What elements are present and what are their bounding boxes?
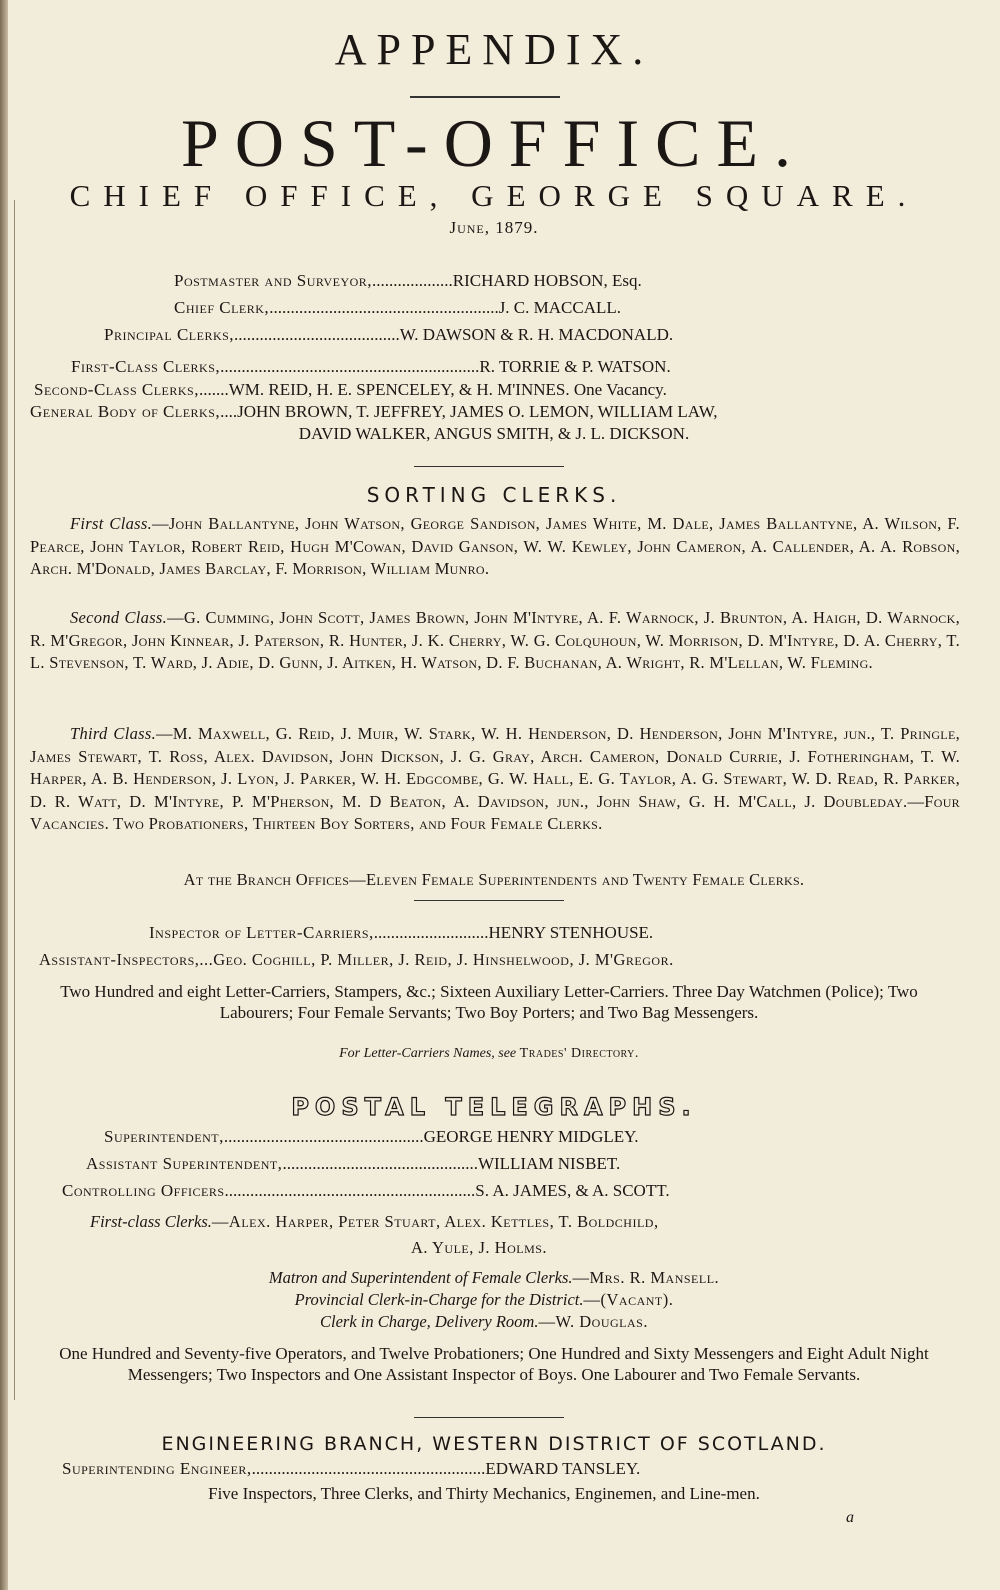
matron-name: —Mrs. R. Mansell. — [572, 1268, 720, 1287]
officer-row — [174, 298, 621, 318]
officer-name: J. C. MACCALL. — [498, 298, 622, 317]
leader-dots: ...................................................... — [269, 298, 499, 317]
telegraph-first-class — [90, 1212, 659, 1232]
telegraph-officer-row — [62, 1181, 670, 1201]
officer-row — [34, 380, 667, 400]
date-line: June, 1879. — [449, 218, 539, 237]
officer-role: First-Class Clerks, — [71, 357, 221, 376]
sorting-second-class — [30, 607, 960, 675]
assistant-inspectors-row: Assistant-Inspectors,...Geo. Coghill, P. Miller, J. Reid, J. Hinshelwood, J. M'Gregor. — [39, 950, 674, 969]
officer-name: JOHN BROWN, T. JEFFREY, JAMES O. LEMON, WILLIAM LAW, — [237, 402, 718, 421]
leader-dots: ........................................................... — [224, 1181, 476, 1200]
officer-row — [71, 357, 671, 377]
officer-role: Principal Clerks, — [104, 325, 235, 344]
engineering-staff: Five Inspectors, Three Clerks, and Thirty Mechanics, Enginemen, and Line-men. — [208, 1484, 760, 1503]
telegraph-staff: One Hundred and Seventy-five Operators, and Twelve Probationers; One Hundred and Sixty Messengers and Eight Adult Night Messengers; Two Inspectors and One Assistant Inspector of Boys. One Labourer and Two Female Servants. — [59, 1344, 929, 1384]
leader-dots: ....... — [198, 380, 229, 399]
leader-dots: .............................................. — [282, 1154, 478, 1173]
officer-name: R. TORRIE & P. WATSON. — [479, 357, 671, 376]
officer-role: Superintendent, — [104, 1127, 224, 1146]
class-names: —G. Cumming, John Scott, James Brown, John M'Intyre, A. F. Warnock, J. Brunton, A. Haigh, D. Warnock, R. M'Gregor, John Kinnear, J. Paterson, R. Hunter, J. K. Cherry, W. G. Colquhoun, W. Morrison, D. M'Intyre, D. A. Cherry, T. L. Stevenson, T. Ward, J. Adie, D. Gunn, J. Aitken, H. Watson, D. F. Buchanan, A. Wright, R. M'Lellan, W. Fleming. — [30, 608, 960, 673]
engineering-heading: ENGINEERING BRANCH, WESTERN DISTRICT OF SCOTLAND. — [161, 1433, 827, 1455]
class-names: —M. Maxwell, G. Reid, J. Muir, W. Stark, W. H. Henderson, D. Henderson, John M'Intyre, jun., T. Pringle, James Stewart, T. Ross, Alex. Davidson, John Dickson, J. G. Gray, Arch. Cameron, Donald Currie, J. Fotheringham, T. W. Harper, A. B. Henderson, J. Lyon, J. Parker, W. H. Edgcombe, G. W. Hall, E. G. Taylor, A. G. Stewart, W. D. Read, R. Parker, D. R. Watt, D. M'Intyre, P. M'Pherson, M. D Beaton, A. Davidson, jun., John Shaw, G. H. M'Call, J. Doubleday.—Four Vacancies. Two Probationers, Thirteen Boy Sorters, and Four Female Clerks. — [30, 724, 960, 834]
officer-name: WM. REID, H. E. SPENCELEY, & H. M'INNES. One Vacancy. — [228, 380, 667, 399]
section-rule — [414, 1417, 564, 1418]
officer-name: W. DAWSON & R. H. MACDONALD. — [399, 325, 674, 344]
leader-dots: ....................................................... — [251, 1459, 486, 1478]
officer-row — [30, 402, 717, 422]
leader-dots: ........................... — [373, 923, 489, 942]
section-rule — [414, 900, 564, 901]
provincial-name: —(Vacant). — [583, 1290, 674, 1309]
letter-carriers-note — [24, 1046, 954, 1062]
class-names: —Alex. Harper, Peter Stuart, Alex. Kettles, T. Boldchild, — [211, 1212, 659, 1231]
officer-role: Inspector of Letter-Carriers, — [149, 923, 374, 942]
officer-role: Controlling Officers — [62, 1181, 225, 1200]
telegraph-officer-row — [104, 1127, 638, 1147]
letter-carriers-staff: Two Hundred and eight Letter-Carriers, Stampers, &c.; Sixteen Auxiliary Letter-Carriers. Three Day Watchmen (Police); Two Labourers; Four Female Servants; Two Boy Porters; and Two Bag Messengers. — [60, 982, 918, 1022]
note-directory: Trades' Directory. — [519, 1046, 639, 1061]
telegraph-first-class-cont: A. Yule, J. Holms. — [410, 1238, 548, 1257]
page-margin-line — [14, 200, 15, 1400]
leader-dots: ............................................................. — [220, 357, 480, 376]
officer-name: HENRY STENHOUSE. — [488, 923, 654, 942]
sorting-first-class — [30, 513, 960, 581]
page-title: POST-OFFICE. — [181, 105, 807, 181]
appendix-heading: APPENDIX. — [334, 25, 654, 74]
note-italic: For Letter-Carriers Names, see — [339, 1046, 517, 1061]
heading-rule — [410, 96, 560, 98]
document-page — [24, 0, 964, 1590]
postal-telegraphs-heading: POSTAL TELEGRAPHS. — [291, 1093, 697, 1121]
officer-name: S. A. JAMES, & A. SCOTT. — [475, 1181, 670, 1200]
telegraph-officer-row — [86, 1154, 620, 1174]
page-binding-edge — [0, 0, 8, 1590]
officer-name: GEORGE HENRY MIDGLEY. — [423, 1127, 639, 1146]
officer-role: General Body of Clerks, — [30, 402, 221, 421]
delivery-room-line — [24, 1312, 944, 1332]
section-rule — [414, 466, 564, 467]
engineering-officer-row — [62, 1459, 640, 1479]
leader-dots: ............................................... — [223, 1127, 424, 1146]
branch-offices-line: At the Branch Offices—Eleven Female Superintendents and Twenty Female Clerks. — [183, 870, 805, 889]
officer-role: Chief Clerk, — [174, 298, 270, 317]
sorting-third-class — [30, 723, 960, 836]
page-signature-letter: a — [846, 1509, 854, 1526]
officer-role: Second-Class Clerks, — [34, 380, 199, 399]
provincial-line — [24, 1290, 944, 1310]
class-names: —John Ballantyne, John Watson, George Sandison, James White, M. Dale, James Ballantyne, A. Wilson, F. Pearce, John Taylor, Robert Reid, Hugh M'Cowan, David Ganson, W. W. Kewley, John Cameron, A. Callender, A. A. Robson, Arch. M'Donald, James Barclay, F. Morrison, William Munro. — [30, 514, 960, 579]
sorting-clerks-heading: SORTING CLERKS. — [366, 483, 622, 507]
officer-name: EDWARD TANSLEY. — [485, 1459, 641, 1478]
delivery-label: Clerk in Charge, Delivery Room. — [320, 1312, 539, 1331]
leader-dots: .... — [220, 402, 238, 421]
class-label: First-class Clerks. — [90, 1212, 212, 1231]
officer-row-continued: DAVID WALKER, ANGUS SMITH, & J. L. DICKSON. — [298, 424, 690, 443]
officer-row — [174, 271, 642, 291]
class-label: Third Class. — [70, 724, 157, 743]
officer-row — [104, 325, 673, 345]
inspector-row — [149, 923, 653, 943]
leader-dots: ................... — [372, 271, 453, 290]
officer-role: Assistant Superintendent, — [86, 1154, 283, 1173]
page-subtitle: CHIEF OFFICE, GEORGE SQUARE. — [69, 178, 919, 213]
matron-line — [24, 1268, 964, 1288]
officer-role: Postmaster and Surveyor, — [174, 271, 373, 290]
provincial-label: Provincial Clerk-in-Charge for the District. — [294, 1290, 584, 1309]
matron-label: Matron and Superintendent of Female Clerks. — [268, 1268, 573, 1287]
officer-role: Superintending Engineer, — [62, 1459, 252, 1478]
class-label: First Class. — [70, 514, 153, 533]
leader-dots: ....................................... — [234, 325, 400, 344]
officer-name: WILLIAM NISBET. — [477, 1154, 621, 1173]
class-label: Second Class. — [70, 608, 168, 627]
officer-name: RICHARD HOBSON, Esq. — [452, 271, 642, 290]
delivery-name: —W. Douglas. — [538, 1312, 648, 1331]
